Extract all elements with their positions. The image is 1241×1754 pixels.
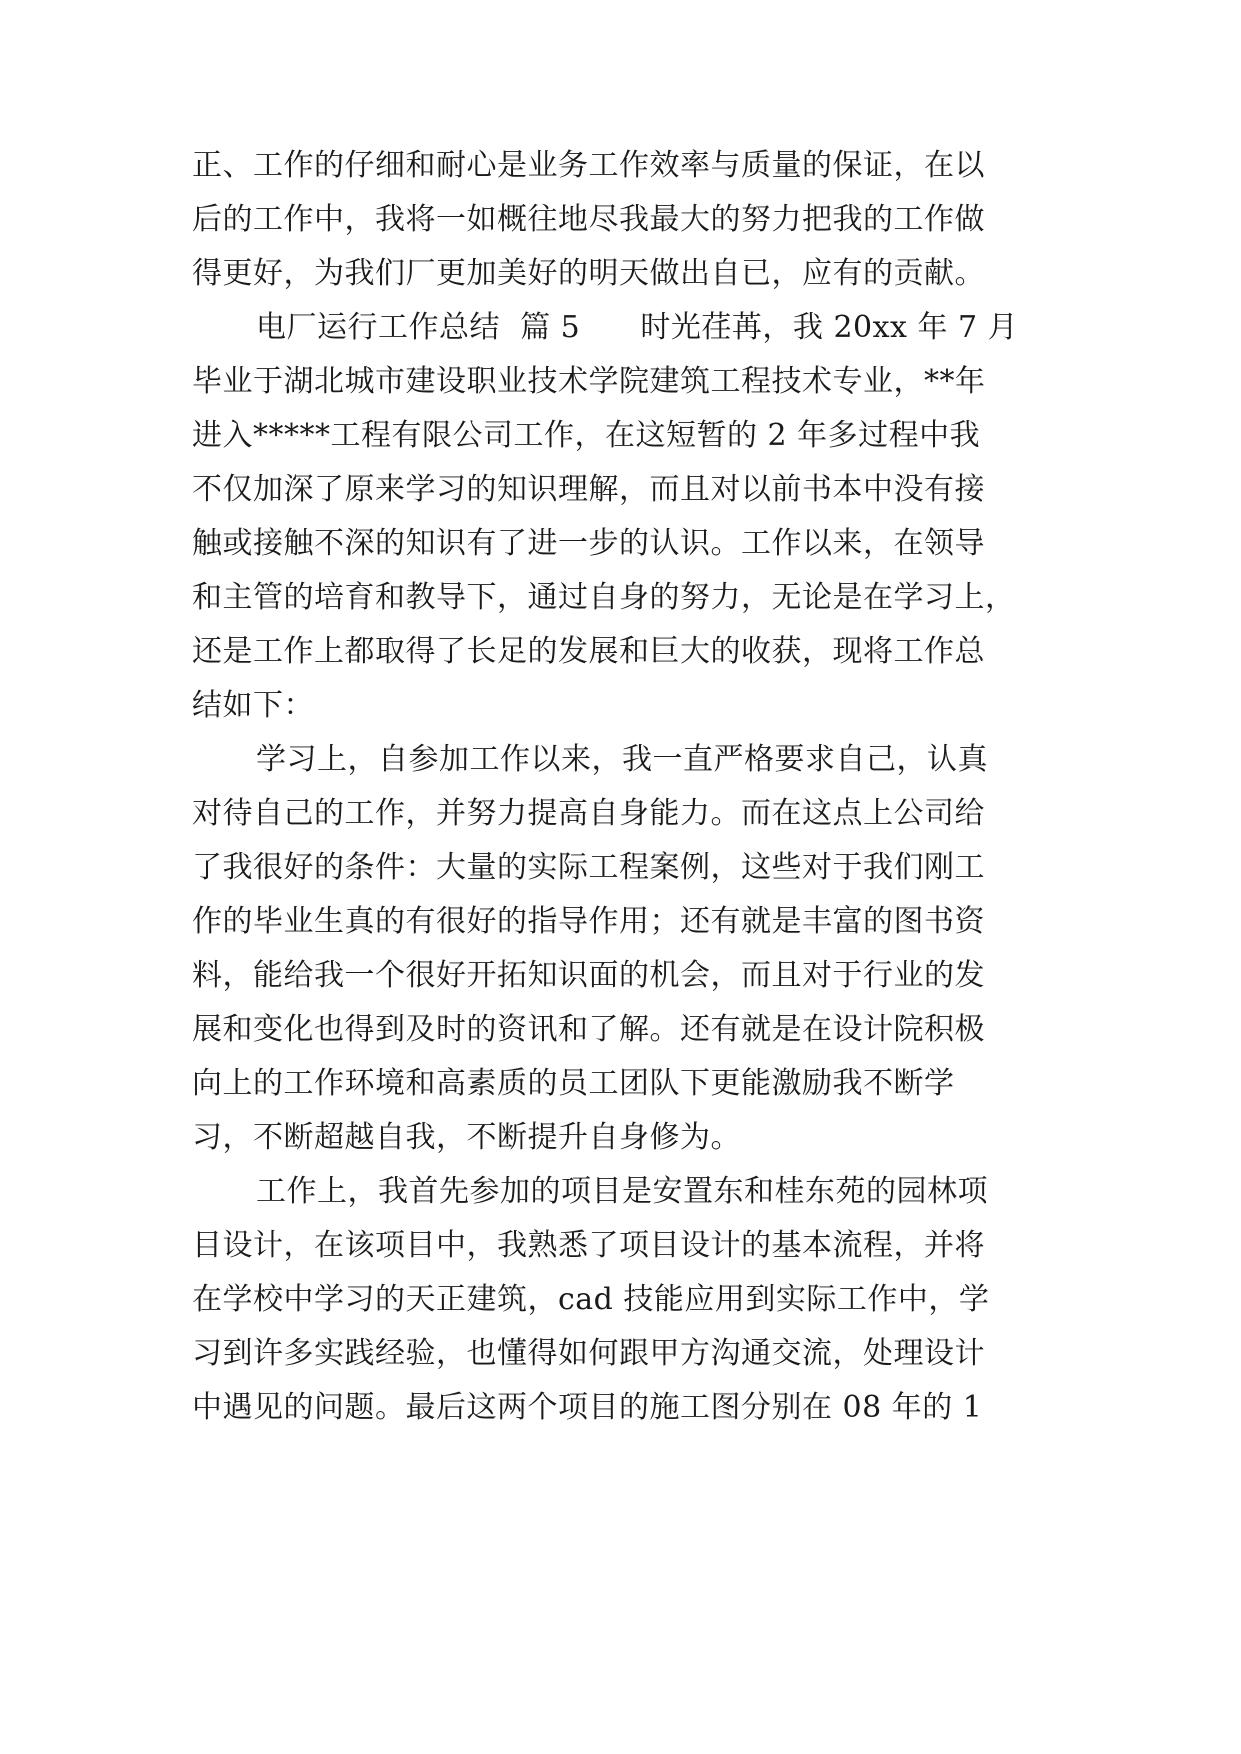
section-heading-line: 电厂运行工作总结 篇 5 时光荏苒，我 20xx 年 7 月 — [256, 310, 1019, 345]
body-line: 目设计，在该项目中，我熟悉了项目设计的基本流程，并将 — [192, 1228, 985, 1263]
body-line: 触或接触不深的知识有了进一步的认识。工作以来，在领导 — [192, 526, 985, 561]
body-line: 料，能给我一个很好开拓知识面的机会，而且对于行业的发 — [192, 958, 985, 993]
body-line: 正、工作的仔细和耐心是业务工作效率与质量的保证，在以 — [192, 148, 985, 183]
body-line: 得更好，为我们厂更加美好的明天做出自已，应有的贡献。 — [192, 256, 985, 291]
body-line: 作的毕业生真的有很好的指导作用；还有就是丰富的图书资 — [192, 904, 985, 939]
body-line: 还是工作上都取得了长足的发展和巨大的收获，现将工作总 — [192, 634, 985, 669]
body-line: 习到许多实践经验，也懂得如何跟甲方沟通交流，处理设计 — [192, 1336, 985, 1371]
body-line: 向上的工作环境和高素质的员工团队下更能激励我不断学 — [192, 1066, 955, 1101]
body-line: 了我很好的条件：大量的实际工程案例，这些对于我们刚工 — [192, 850, 985, 885]
body-line: 中遇见的问题。最后这两个项目的施工图分别在 08 年的 1 — [192, 1390, 983, 1425]
body-line: 结如下： — [192, 688, 314, 723]
body-line: 展和变化也得到及时的资讯和了解。还有就是在设计院积极 — [192, 1012, 985, 1047]
body-line: 和主管的培育和教导下，通过自身的努力，无论是在学习上， — [192, 580, 1016, 615]
body-line: 后的工作中，我将一如概往地尽我最大的努力把我的工作做 — [192, 202, 985, 237]
paragraph-start-line: 学习上，自参加工作以来，我一直严格要求自己，认真 — [256, 742, 988, 777]
body-line: 对待自己的工作，并努力提高自身能力。而在这点上公司给 — [192, 796, 985, 831]
body-line: 习，不断超越自我，不断提升自身修为。 — [192, 1120, 741, 1155]
body-line: 进入*****工程有限公司工作，在这短暂的 2 年多过程中我 — [192, 418, 981, 453]
body-line: 在学校中学习的天正建筑，cad 技能应用到实际工作中，学 — [192, 1282, 990, 1317]
body-line: 不仅加深了原来学习的知识理解，而且对以前书本中没有接 — [192, 472, 985, 507]
body-line: 毕业于湖北城市建设职业技术学院建筑工程技术专业，**年 — [192, 364, 986, 399]
paragraph-start-line: 工作上，我首先参加的项目是安置东和桂东苑的园林项 — [256, 1174, 988, 1209]
